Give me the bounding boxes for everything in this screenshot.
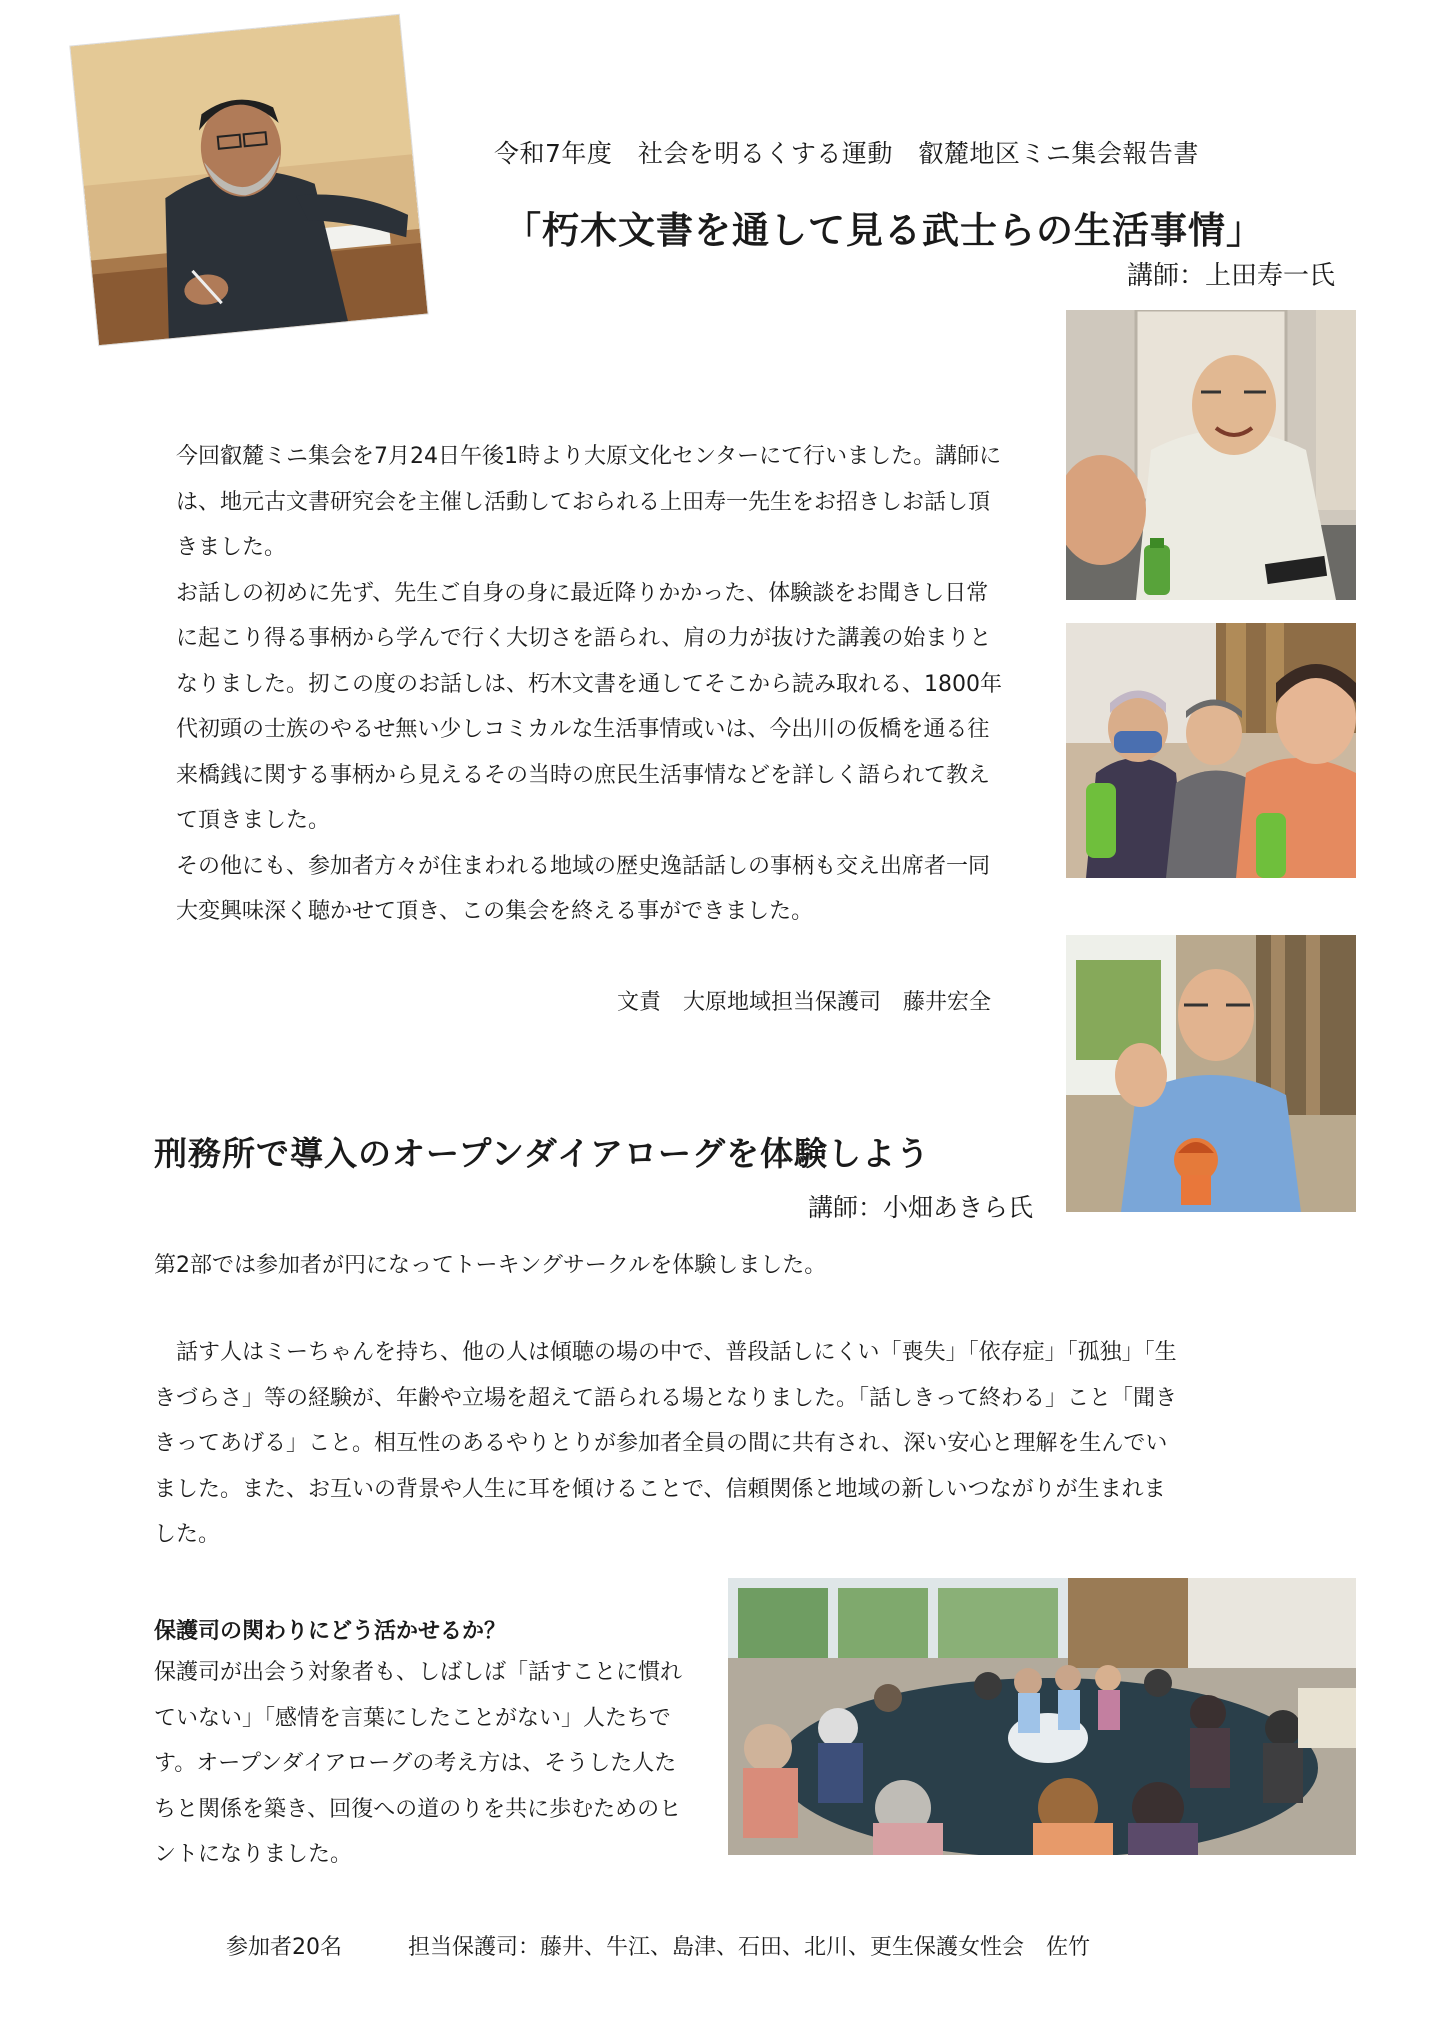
question-paragraph: 保護司が出会う対象者も、しばしば「話すことに慣れていない」「感情を言葉にしたことがない」人たちです。オープンダイアローグの考え方は、そうした人たちと関係を築き、回復への道のりを共に歩むためのヒントになりました。 [154,1660,683,1867]
dialogue-body [154,1330,1184,1558]
report-body [176,434,1006,935]
photo-participants-listening [1066,623,1356,878]
question-body [154,1650,694,1878]
photo-speaker-with-doll [1066,935,1356,1212]
participant-count: 参加者20名 [226,1935,342,1960]
photo-speaker-smiling [1066,310,1356,600]
section-title-open-dialogue: 刑務所で導入のオープンダイアローグを体験しよう [154,1134,931,1173]
lecture-title: 「朽木文書を通して見る武士らの生活事情」 [504,209,1264,252]
report-paragraph: その他にも、参加者方々が住まわれる地域の歴史逸話話しの事柄も交え出席者一同大変興味深く聴かせて頂き、この集会を終える事ができました。 [176,853,991,924]
dialogue-paragraph: 話す人はミーちゃんを持ち、他の人は傾聴の場の中で、普段話しにくい「喪失」「依存症」「孤独」「生きづらさ」等の経験が、年齢や立場を超えて語られる場となりました。「話しきって終わる」こと「聞ききってあげる」こと。相互性のあるやりとりが参加者全員の間に共有され、深い安心と理解を生んでいました。また、お互いの背景や人生に耳を傾けることで、信頼関係と地域の新しいつながりが生まれました。 [154,1340,1178,1547]
lecturer-name-2: 講師：小畑あきら氏 [807,1193,1033,1222]
photo-lecturer-ueda [70,15,427,345]
lecturer-name-1: 講師：上田寿一氏 [1126,261,1335,291]
report-author: 文責 大原地域担当保護司 藤井宏全 [616,990,991,1015]
officers-list: 担当保護司：藤井、牛江、島津、石田、北川、更生保護女性会 佐竹 [408,1935,1091,1960]
report-paragraph: 今回叡麓ミニ集会を7月24日午後1時より大原文化センターにて行いました。講師には、地元古文書研究会を主催し活動しておられる上田寿一先生をお招きしお話し頂きました。 [176,444,1002,560]
part2-lead-text: 第2部では参加者が円になってトーキングサークルを体験しました。 [154,1253,827,1278]
question-heading: 保護司の関わりにどう活かせるか？ [154,1619,507,1644]
photo-talking-circle [728,1578,1356,1855]
report-header-line: 令和7年度 社会を明るくする運動 叡麓地区ミニ集会報告書 [494,139,1199,168]
footer-participants [226,1930,1090,1961]
report-paragraph: お話しの初めに先ず、先生ご自身の身に最近降りかかった、体験談をお聞きし日常に起こり得る事柄から学んで行く大切さを語られ、肩の力が抜けた講義の始まりとなりました。扨この度のお話しは、朽木文書を通してそこから読み取れる、1800年代初頭の士族のやるせ無い少しコミカルな生活事情或いは、今出川の仮橋を通る往来橋銭に関する事柄から見えるその当時の庶民生活事情などを詳しく語られて教えて頂きました。 [176,580,1002,833]
